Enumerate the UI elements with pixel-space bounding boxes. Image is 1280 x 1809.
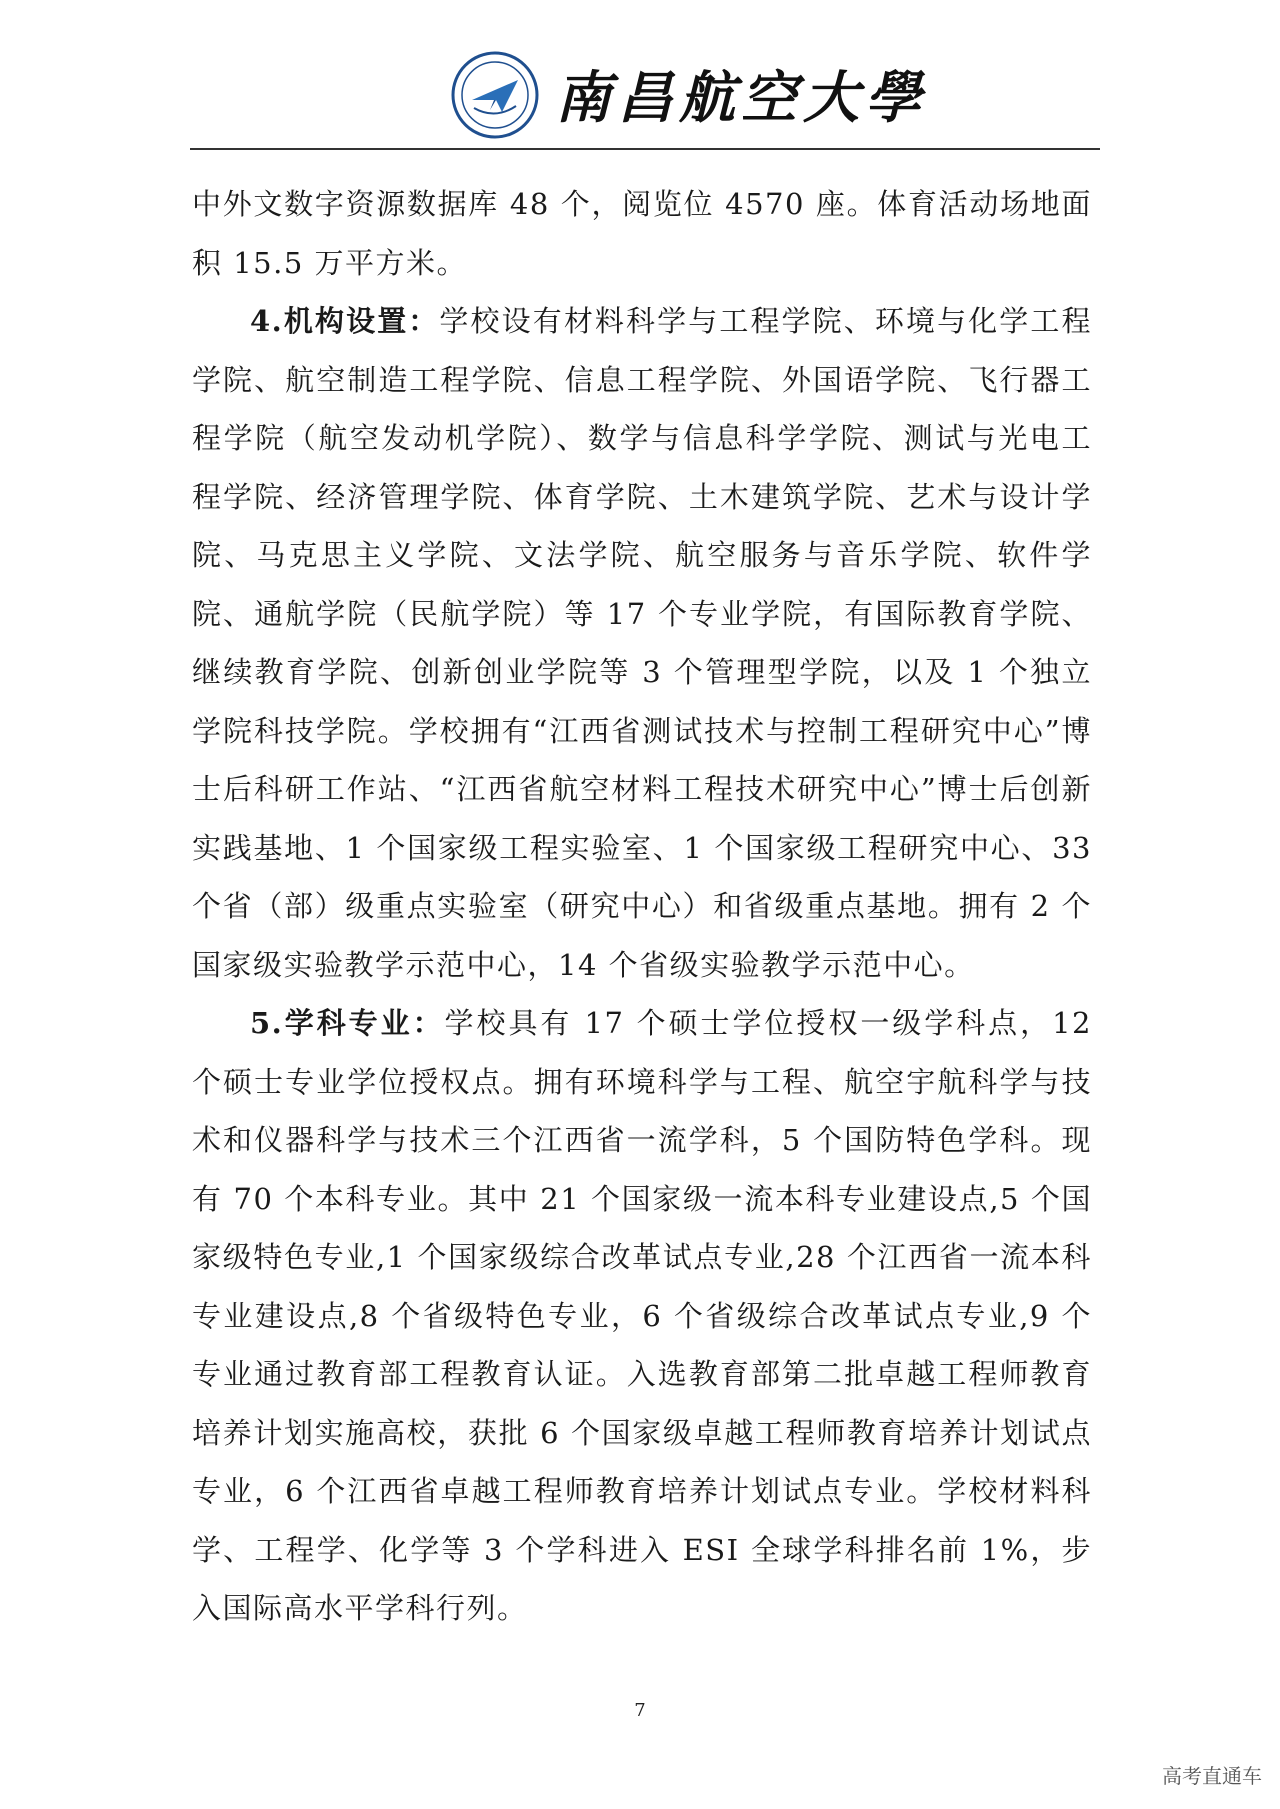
- watermark-text: 高考直通车: [1162, 1764, 1262, 1788]
- document-body: [192, 175, 1092, 1638]
- paragraph-disciplines: [192, 994, 1092, 1638]
- section-text-institutions: 学校设有材料科学与工程学院、环境与化学工程学院、航空制造工程学院、信息工程学院、外国语学院、飞行器工程学院（航空发动机学院）、数学与信息科学学院、测试与光电工程学院、经济管理学院、体育学院、土木建筑学院、艺术与设计学院、马克思主义学院、文法学院、航空服务与音乐学院、软件学院、通航学院（民航学院）等 17 个专业学院，有国际教育学院、继续教育学院、创新创业学院等 3 个管理型学院，以及 1 个独立学院科技学院。学校拥有“江西省测试技术与控制工程研究中心”博士后科研工作站、“江西省航空材料工程技术研究中心”博士后创新实践基地、1 个国家级工程实验室、1 个国家级工程研究中心、33 个省（部）级重点实验室（研究中心）和省级重点基地。拥有 2 个国家级实验教学示范中心，14 个省级实验教学示范中心。: [192, 304, 1092, 982]
- university-emblem-icon: [450, 50, 540, 140]
- paragraph-institution-setup: [192, 292, 1092, 994]
- page-header: [0, 38, 1280, 138]
- paragraph-library-facilities: 中外文数字资源数据库 48 个，阅览位 4570 座。体育活动场地面积 15.5 万平方米。: [192, 187, 1092, 280]
- section-heading-institutions: 4.机构设置：: [250, 304, 440, 338]
- section-heading-disciplines: 5.学科专业：: [250, 1006, 445, 1040]
- page-number: 7: [634, 1700, 646, 1721]
- university-name-logo: 南昌航空大學: [555, 65, 927, 131]
- section-text-disciplines: 学校具有 17 个硕士学位授权一级学科点，12 个硕士专业学位授权点。拥有环境科学与工程、航空宇航科学与技术和仪器科学与技术三个江西省一流学科，5 个国防特色学科。现有 70 个本科专业。其中 21 个国家级一流本科专业建设点,5 个国家级特色专业,1 个国家级综合改革试点专业,28 个江西省一流本科专业建设点,8 个省级特色专业，6 个省级综合改革试点专业,9 个专业通过教育部工程教育认证。入选教育部第二批卓越工程师教育培养计划实施高校，获批 6 个国家级卓越工程师教育培养计划试点专业，6 个江西省卓越工程师教育培养计划试点专业。学校材料科学、工程学、化学等 3 个学科进入 ESI 全球学科排名前 1%，步入国际高水平学科行列。: [192, 1006, 1092, 1625]
- header-divider: [190, 148, 1100, 150]
